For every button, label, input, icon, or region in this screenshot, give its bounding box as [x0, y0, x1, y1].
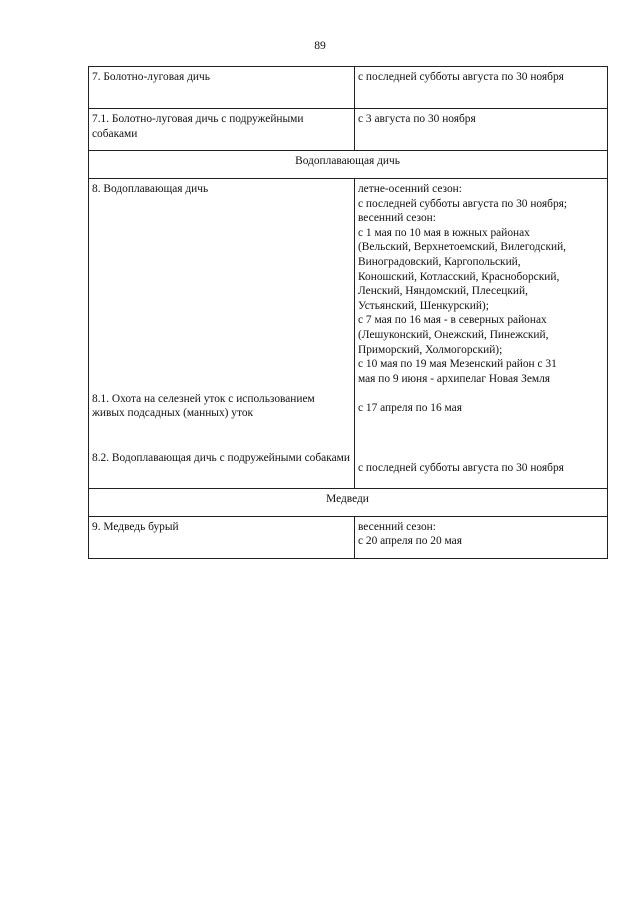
- period-cell: [355, 109, 608, 151]
- sub-period-line: с последней субботы августа по 30 ноября: [358, 461, 564, 474]
- period-line: Приморский, Холмогорский);: [358, 343, 503, 356]
- period-line: Коношский, Котласский, Красноборский,: [358, 270, 560, 283]
- period-line: мая по 9 июня - архипелаг Новая Земля: [358, 372, 551, 385]
- period-cell: [355, 179, 608, 489]
- period-line: с последней субботы августа по 30 ноября: [358, 71, 564, 83]
- species-name: 9. Медведь бурый: [92, 520, 179, 533]
- species-name: 7. Болотно-луговая дичь: [92, 71, 210, 83]
- period-line: весенний сезон:: [358, 520, 436, 533]
- table-row: [89, 109, 608, 151]
- period-line: летне-осенний сезон:: [358, 183, 462, 195]
- period-line: с 3 августа по 30 ноября: [358, 113, 476, 125]
- species-cell: [89, 109, 355, 151]
- sub-species-name: 8.1. Охота на селезней уток с использованием живых подсадных (манных) уток: [92, 392, 315, 420]
- period-line: с 10 мая по 19 мая Мезенский район с 31: [358, 358, 557, 371]
- period-cell: [355, 516, 608, 558]
- period-cell: [355, 67, 608, 109]
- period-line: с 7 мая по 16 мая - в северных районах: [358, 314, 547, 327]
- period-line: с 20 апреля по 20 мая: [358, 535, 462, 548]
- page-number: 89: [314, 39, 326, 52]
- section-title: Водоплавающая дичь: [89, 151, 608, 179]
- sub-species-name: 8.2. Водоплавающая дичь с подружейными собаками: [92, 451, 350, 464]
- period-line: (Вельский, Верхнетоемский, Вилегодский,: [358, 241, 567, 254]
- species-name: 7.1. Болотно-луговая дичь с подружейными собаками: [92, 113, 304, 140]
- period-line: Устьянский, Шенкурский);: [358, 299, 489, 312]
- section-row: [89, 488, 608, 516]
- sub-period-line: с 17 апреля по 16 мая: [358, 402, 462, 415]
- period-line: с 1 мая по 10 мая в южных районах: [358, 226, 530, 239]
- species-cell: [89, 516, 355, 558]
- period-line: (Лешуконский, Онежский, Пинежский,: [358, 328, 549, 341]
- species-name: 8. Водоплавающая дичь: [92, 183, 209, 195]
- table-row: [89, 67, 608, 109]
- section-title: Медведи: [89, 488, 608, 516]
- section-row: [89, 151, 608, 179]
- period-line: весенний сезон:: [358, 212, 436, 225]
- period-line: Ленский, Няндомский, Плесецкий,: [358, 285, 528, 298]
- table-row: [89, 179, 608, 489]
- species-cell: [89, 67, 355, 109]
- table-row: [89, 516, 608, 558]
- hunting-seasons-table: [88, 66, 608, 559]
- period-line: с последней субботы августа по 30 ноября;: [358, 197, 568, 210]
- period-line: Виноградовский, Каргопольский,: [358, 255, 521, 268]
- species-cell: [89, 179, 355, 489]
